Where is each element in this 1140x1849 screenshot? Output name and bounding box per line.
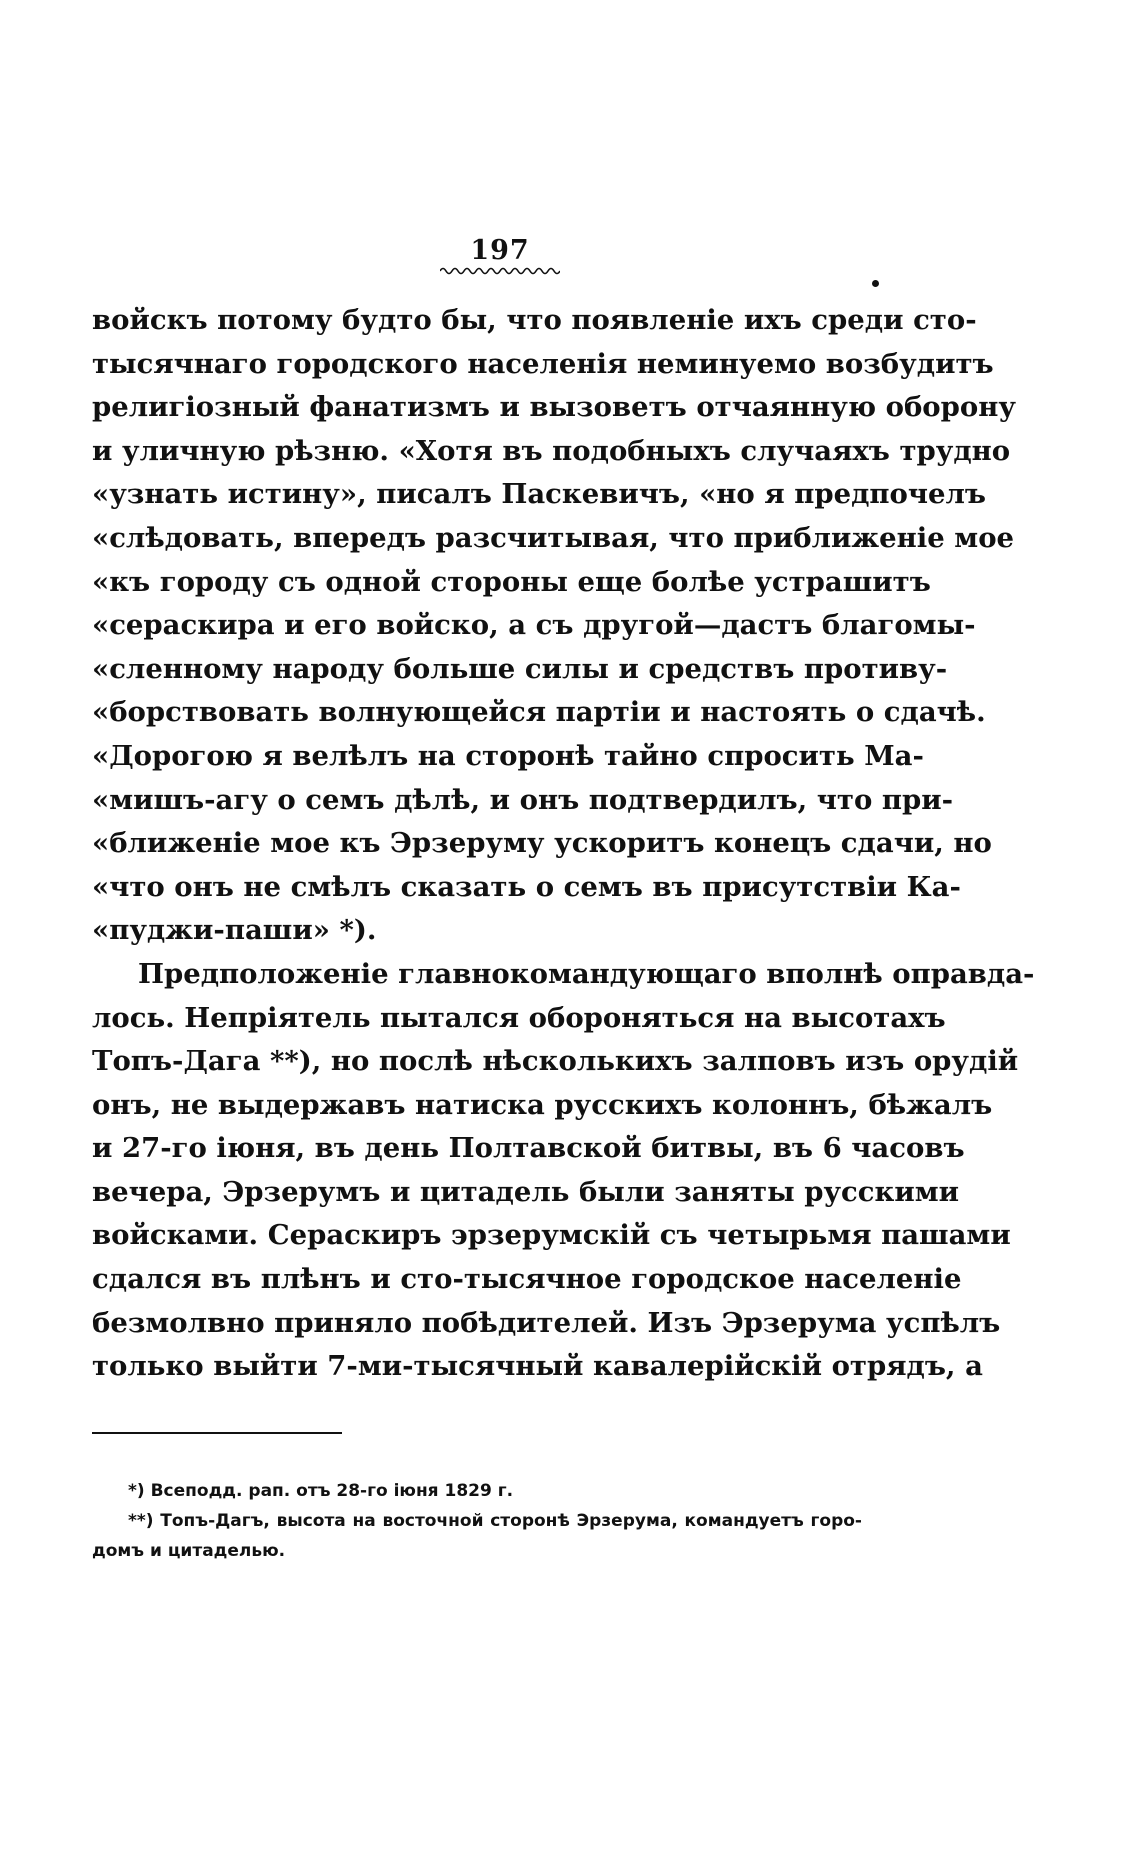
text-line-15: «пуджи-паши» *). [92,914,377,947]
text-line-19: онъ, не выдержавъ натиска русскихъ колоннъ, бѣжалъ [92,1088,993,1121]
text-line-3: религіозный фанатизмъ и вызоветъ отчаянную оборону [92,391,1016,424]
text-line-6: «слѣдовать, впередъ разсчитывая, что приближеніе мое [92,521,1015,554]
text-line-2: тысячнаго городского населенія неминуемо возбудитъ [92,347,994,380]
text-line-13: «ближеніе мое къ Эрзеруму ускоритъ конецъ сдачи, но [92,827,992,860]
footnote-1: *) Всеподд. рап. отъ 28-го іюня 1829 г. [128,1481,514,1501]
text-line-21: вечера, Эрзерумъ и цитадель были заняты русскими [92,1175,960,1208]
text-line-9: «сленному народу больше силы и средствъ противу- [92,652,948,685]
page-number: 197 [470,235,530,266]
footnote-2-line-1: **) Топъ-Дагъ, высота на восточной сторонѣ Эрзерума, командуетъ горо- [128,1511,862,1531]
main-text-block [92,299,1035,1389]
text-line-25: только выйти 7-ми-тысячный кавалерійскій отрядъ, а [92,1350,983,1383]
text-line-17: лось. Непріятель пытался обороняться на высотахъ [92,1001,946,1034]
text-line-14: «что онъ не смѣлъ сказать о семъ въ присутствіи Ка- [92,870,961,903]
text-line-4: и уличную рѣзню. «Хотя въ подобныхъ случаяхъ трудно [92,434,1011,467]
text-line-18: Топъ-Дага **), но послѣ нѣсколькихъ залповъ изъ орудій [92,1045,1019,1078]
text-line-7: «къ городу съ одной стороны еще болѣе устрашитъ [92,565,931,598]
text-line-24: безмолвно приняло побѣдителей. Изъ Эрзерума успѣлъ [92,1306,1001,1339]
text-line-11: «Дорогою я велѣлъ на сторонѣ тайно спросить Ма- [92,739,924,772]
text-line-1: войскъ потому будто бы, что появленіе ихъ среди сто- [92,304,977,336]
text-line-12: «мишъ-агу о семъ дѣлѣ, и онъ подтвердилъ, что при- [92,783,954,816]
text-line-20: и 27-го іюня, въ день Полтавской битвы, въ 6 часовъ [92,1132,965,1165]
ink-dot-mark [872,280,879,287]
text-line-23: сдался въ плѣнъ и сто-тысячное городское населеніе [92,1263,962,1296]
footnote-2-line-2: домъ и цитаделью. [92,1541,286,1561]
text-line-5: «узнать истину», писалъ Паскевичъ, «но я предпочелъ [92,478,987,511]
text-line-22: войсками. Сераскиръ эрзерумскій съ четырьмя пашами [92,1219,1011,1252]
footnote-separator-rule [92,1432,342,1434]
text-line-10: «борствовать волнующейся партіи и настоять о сдачѣ. [92,696,986,729]
text-line-16: Предположеніе главнокомандующаго вполнѣ оправда- [138,957,1035,990]
footnotes-block [92,1476,862,1566]
page-number-wavy-underline [440,266,560,276]
text-line-8: «сераскира и его войско, а съ другой—дастъ благомы- [92,609,976,642]
